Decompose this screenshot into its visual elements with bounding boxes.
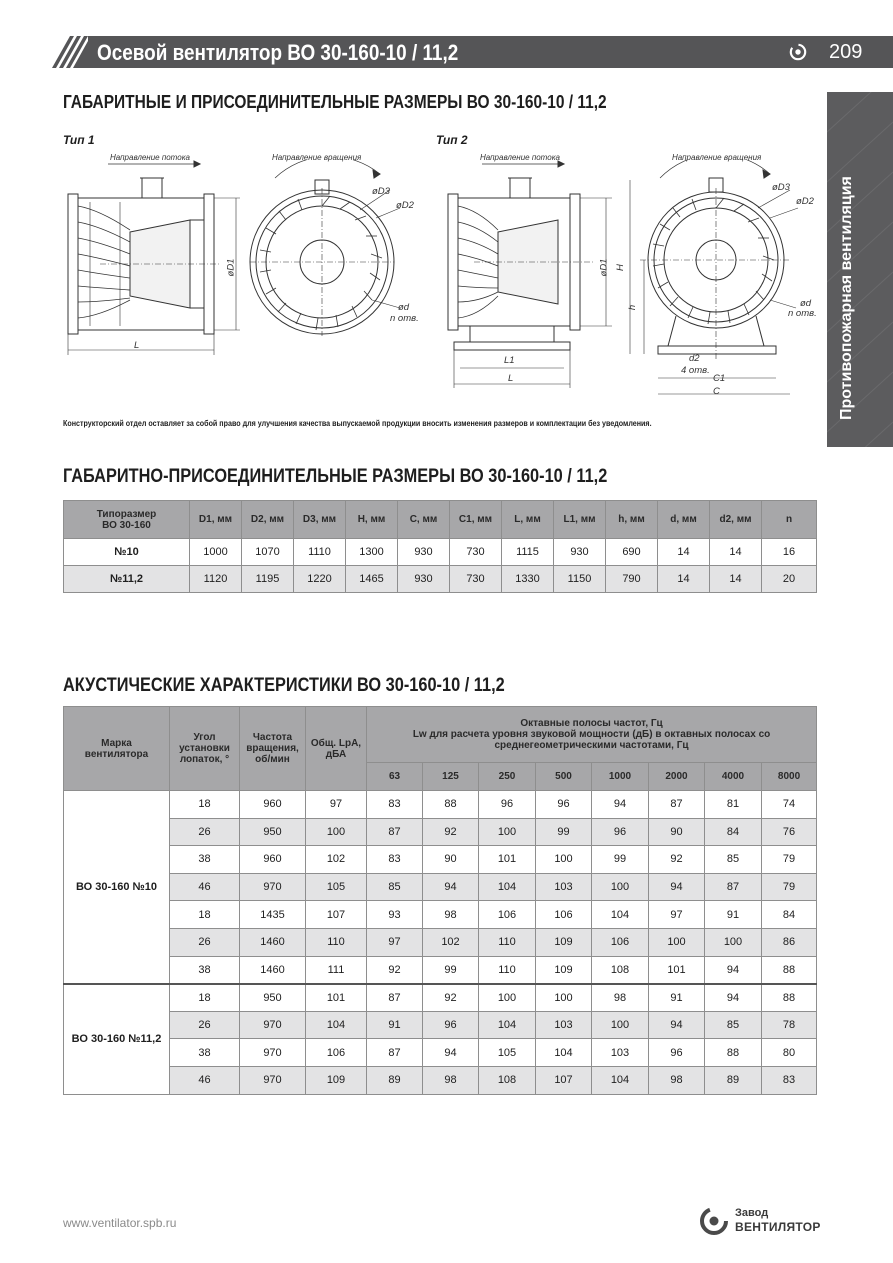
octave-header-line2: Lw для расчета уровня звуковой мощности (дБ) в октавных полосах со	[412, 729, 771, 740]
table-row	[64, 1066, 817, 1094]
table-row	[64, 873, 817, 901]
type1-dim-D1: øD1	[225, 258, 237, 277]
size-cell: №10	[64, 539, 190, 566]
table-cell: 104	[592, 1066, 649, 1094]
type2-rotation-direction-label: Направление вращения	[672, 153, 762, 162]
table-cell: 100	[592, 1011, 649, 1039]
table-cell: 930	[554, 539, 606, 566]
table-cell: 1115	[502, 539, 554, 566]
table-cell: 104	[536, 1039, 592, 1067]
table-cell: 104	[592, 901, 649, 929]
footer-brand-line2: ВЕНТИЛЯТОР	[735, 1220, 821, 1234]
type2-dim-D1: øD1	[598, 258, 610, 277]
table-cell: 105	[306, 873, 367, 901]
table-cell: 83	[762, 1066, 817, 1094]
header-stripes-decoration	[48, 36, 88, 68]
table-row	[64, 818, 817, 846]
table-cell: 89	[367, 1066, 423, 1094]
table-row	[64, 539, 817, 566]
table-cell: 104	[479, 873, 536, 901]
table-cell: 94	[705, 956, 762, 984]
table-cell: 26	[170, 928, 240, 956]
table-cell: 1150	[554, 566, 606, 593]
rpm-header-line1: Частота	[252, 732, 293, 743]
angle-header-line3: лопаток, °	[179, 754, 230, 765]
type2-flow-direction-label: Направление потока	[480, 153, 560, 162]
table-cell: 92	[423, 984, 479, 1012]
table-cell: 88	[423, 791, 479, 819]
type2-dim-H: H	[614, 264, 626, 271]
table-cell: 76	[762, 818, 817, 846]
table-cell: 92	[367, 956, 423, 984]
band-header: 8000	[762, 763, 817, 791]
band-header: 500	[536, 763, 592, 791]
type2-dim-D2: øD2	[796, 196, 814, 207]
table-cell: 80	[762, 1039, 817, 1067]
table-row	[64, 956, 817, 984]
table-header-cell: L1, мм	[554, 501, 606, 539]
table-cell: 110	[479, 956, 536, 984]
dimensions-table-header	[64, 501, 817, 539]
brand-swirl-icon	[789, 43, 807, 61]
table-cell: 78	[762, 1011, 817, 1039]
table-cell: 110	[306, 928, 367, 956]
type1-flow-direction-label: Направление потока	[110, 153, 190, 162]
table-cell: 87	[367, 1039, 423, 1067]
table-cell: 97	[306, 791, 367, 819]
table-cell: 94	[423, 873, 479, 901]
table-row	[64, 984, 817, 1012]
table-cell: 85	[705, 1011, 762, 1039]
table-cell: 91	[367, 1011, 423, 1039]
table-cell: 108	[479, 1066, 536, 1094]
table-header-cell: D3, мм	[294, 501, 346, 539]
table-cell: 1000	[190, 539, 242, 566]
model-header-line1: Марка	[101, 737, 132, 749]
table-cell: 950	[240, 984, 306, 1012]
table-row	[64, 901, 817, 929]
table-cell: 105	[479, 1039, 536, 1067]
table-cell: 100	[479, 984, 536, 1012]
table-cell: 100	[536, 984, 592, 1012]
table-cell: 85	[705, 846, 762, 874]
type1-dim-L: L	[134, 340, 140, 351]
table-cell: 970	[240, 1039, 306, 1067]
table-cell: 100	[306, 818, 367, 846]
table-cell: 104	[479, 1011, 536, 1039]
type1-dim-D3: øD3	[372, 186, 390, 197]
size-cell: №11,2	[64, 566, 190, 593]
table-cell: 79	[762, 873, 817, 901]
table-cell: 96	[592, 818, 649, 846]
table-cell: 96	[649, 1039, 705, 1067]
dimensions-table-title: ГАБАРИТНО-ПРИСОЕДИНИТЕЛЬНЫЕ РАЗМЕРЫ ВО 30-160-10 / 11,2	[63, 466, 608, 487]
table-cell: 87	[367, 984, 423, 1012]
table-cell: 1330	[502, 566, 554, 593]
table-row	[64, 791, 817, 819]
lpa-header-line1: Общ. LpA,	[310, 737, 362, 749]
table-cell: 38	[170, 956, 240, 984]
table-row	[64, 566, 817, 593]
table-cell: 730	[450, 539, 502, 566]
table-cell: 107	[306, 901, 367, 929]
table-cell: 92	[649, 846, 705, 874]
table-cell: 104	[306, 1011, 367, 1039]
band-header: 250	[479, 763, 536, 791]
dimensions-table	[63, 500, 817, 593]
size-header-line1: Типоразмер	[96, 508, 157, 520]
table-header-cell: d2, мм	[710, 501, 762, 539]
dimensions-section-title: ГАБАРИТНЫЕ И ПРИСОЕДИНИТЕЛЬНЫЕ РАЗМЕРЫ ВО 30-160-10 / 11,2	[63, 92, 607, 112]
table-cell: 930	[398, 539, 450, 566]
table-cell: 98	[423, 901, 479, 929]
table-cell: 100	[649, 928, 705, 956]
table-cell: 97	[649, 901, 705, 929]
table-cell: 970	[240, 1066, 306, 1094]
type2-dim-C1: C1	[713, 373, 726, 384]
fan-model-cell: ВО 30-160 №10	[64, 791, 170, 984]
table-cell: 16	[762, 539, 817, 566]
table-header-cell: h, мм	[606, 501, 658, 539]
table-cell: 106	[306, 1039, 367, 1067]
table-cell: 14	[658, 539, 710, 566]
table-cell: 99	[592, 846, 649, 874]
table-cell: 108	[592, 956, 649, 984]
footer-brand-line1: Завод	[735, 1207, 769, 1219]
octave-header-line1: Октавные полосы частот, Гц	[520, 718, 663, 729]
angle-header-line2: установки	[179, 743, 230, 754]
table-cell: 96	[536, 791, 592, 819]
table-cell: 970	[240, 1011, 306, 1039]
table-row	[64, 928, 817, 956]
table-cell: 103	[536, 873, 592, 901]
table-cell: 1070	[242, 539, 294, 566]
table-cell: 102	[423, 928, 479, 956]
type2-dim-d: ød	[800, 298, 812, 309]
rpm-header-line3: об/мин	[255, 754, 290, 765]
model-header-line2: вентилятора	[84, 748, 149, 760]
table-cell: 100	[479, 818, 536, 846]
band-header: 63	[367, 763, 423, 791]
table-cell: 101	[479, 846, 536, 874]
table-cell: 85	[367, 873, 423, 901]
table-cell: 109	[306, 1066, 367, 1094]
table-cell: 970	[240, 873, 306, 901]
footer-website-link[interactable]: www.ventilator.spb.ru	[63, 1216, 177, 1230]
table-cell: 88	[762, 956, 817, 984]
octave-header-line3: среднегеометрическими частотами, Гц	[494, 740, 689, 751]
table-cell: 94	[423, 1039, 479, 1067]
table-cell: 97	[367, 928, 423, 956]
table-cell: 103	[592, 1039, 649, 1067]
table-cell: 83	[367, 846, 423, 874]
design-change-notice: Конструкторский отдел оставляет за собой право для улучшения качества выпускаемой продукции вносить изменения размеров и комплектации без уведомления.	[63, 418, 652, 428]
table-header-cell: d, мм	[658, 501, 710, 539]
band-header: 4000	[705, 763, 762, 791]
table-cell: 94	[649, 873, 705, 901]
type2-dim-h: h	[627, 304, 639, 311]
table-cell: 1465	[346, 566, 398, 593]
table-cell: 1220	[294, 566, 346, 593]
table-cell: 14	[710, 539, 762, 566]
table-cell: 14	[710, 566, 762, 593]
table-cell: 111	[306, 956, 367, 984]
table-cell: 92	[423, 818, 479, 846]
table-cell: 950	[240, 818, 306, 846]
table-cell: 102	[306, 846, 367, 874]
table-cell: 87	[367, 818, 423, 846]
type2-dim-D3: øD3	[772, 182, 790, 193]
table-cell: 100	[705, 928, 762, 956]
table-cell: 960	[240, 791, 306, 819]
lpa-header	[306, 707, 367, 791]
acoustic-table-header-row1	[64, 707, 817, 763]
table-cell: 26	[170, 1011, 240, 1039]
table-cell: 90	[423, 846, 479, 874]
table-cell: 96	[479, 791, 536, 819]
table-header-cell: C, мм	[398, 501, 450, 539]
table-cell: 930	[398, 566, 450, 593]
table-cell: 81	[705, 791, 762, 819]
table-cell: 46	[170, 1066, 240, 1094]
table-cell: 90	[649, 818, 705, 846]
table-cell: 96	[423, 1011, 479, 1039]
type1-rotation-direction-label: Направление вращения	[272, 153, 362, 162]
table-header-cell: D1, мм	[190, 501, 242, 539]
table-cell: 87	[705, 873, 762, 901]
table-cell: 91	[649, 984, 705, 1012]
table-cell: 101	[306, 984, 367, 1012]
type2-dim-C: C	[713, 386, 720, 397]
table-cell: 106	[536, 901, 592, 929]
type2-dim-L: L	[508, 373, 514, 384]
type1-dim-d: ød	[398, 302, 410, 313]
table-header-cell: D2, мм	[242, 501, 294, 539]
type2-dim-d2: d2	[689, 353, 700, 364]
rpm-header	[240, 707, 306, 791]
table-header-cell: L, мм	[502, 501, 554, 539]
table-cell: 38	[170, 1039, 240, 1067]
table-cell: 94	[649, 1011, 705, 1039]
table-cell: 93	[367, 901, 423, 929]
type2-label: Тип 2	[436, 133, 468, 147]
page-title: Осевой вентилятор ВО 30-160-10 / 11,2	[97, 40, 459, 65]
type2-front-view-drawing	[620, 160, 820, 400]
table-cell: 46	[170, 873, 240, 901]
table-cell: 79	[762, 846, 817, 874]
table-cell: 99	[536, 818, 592, 846]
acoustic-section-title: АКУСТИЧЕСКИЕ ХАРАКТЕРИСТИКИ ВО 30-160-10 / 11,2	[63, 675, 505, 696]
table-header-cell	[64, 501, 190, 539]
page-number: 209	[829, 41, 863, 63]
table-cell: 730	[450, 566, 502, 593]
table-cell: 98	[423, 1066, 479, 1094]
lpa-header-line2: дБА	[325, 748, 347, 760]
type1-label: Тип 1	[63, 133, 95, 147]
table-row	[64, 1011, 817, 1039]
type2-dim-4-holes: 4 отв.	[681, 365, 710, 376]
table-row	[64, 1039, 817, 1067]
table-cell: 99	[423, 956, 479, 984]
table-cell: 1120	[190, 566, 242, 593]
table-cell: 84	[705, 818, 762, 846]
type1-dim-D2: øD2	[396, 200, 414, 211]
side-tab-hatch	[827, 92, 893, 447]
table-cell: 100	[592, 873, 649, 901]
band-header: 1000	[592, 763, 649, 791]
table-cell: 83	[367, 791, 423, 819]
table-cell: 87	[649, 791, 705, 819]
table-cell: 18	[170, 791, 240, 819]
table-cell: 94	[592, 791, 649, 819]
brand-logo-icon	[699, 1206, 729, 1236]
table-cell: 106	[592, 928, 649, 956]
octave-header	[367, 707, 817, 763]
table-cell: 1195	[242, 566, 294, 593]
table-cell: 91	[705, 901, 762, 929]
band-header: 2000	[649, 763, 705, 791]
side-category-label: Противопожарная вентиляция	[838, 176, 855, 420]
table-cell: 98	[649, 1066, 705, 1094]
table-cell: 107	[536, 1066, 592, 1094]
table-cell: 790	[606, 566, 658, 593]
table-cell: 1460	[240, 956, 306, 984]
table-cell: 109	[536, 956, 592, 984]
table-cell: 1110	[294, 539, 346, 566]
table-cell: 101	[649, 956, 705, 984]
table-cell: 88	[762, 984, 817, 1012]
table-cell: 1435	[240, 901, 306, 929]
table-cell: 88	[705, 1039, 762, 1067]
band-header: 125	[423, 763, 479, 791]
table-cell: 74	[762, 791, 817, 819]
table-cell: 18	[170, 984, 240, 1012]
table-cell: 109	[536, 928, 592, 956]
table-cell: 1460	[240, 928, 306, 956]
table-cell: 100	[536, 846, 592, 874]
table-header-cell: H, мм	[346, 501, 398, 539]
rpm-header-line2: вращения,	[246, 743, 299, 754]
table-cell: 98	[592, 984, 649, 1012]
angle-header	[170, 707, 240, 791]
acoustic-table	[63, 706, 817, 1095]
table-header-cell: C1, мм	[450, 501, 502, 539]
table-cell: 14	[658, 566, 710, 593]
table-cell: 960	[240, 846, 306, 874]
table-cell: 89	[705, 1066, 762, 1094]
table-cell: 26	[170, 818, 240, 846]
angle-header-line1: Угол	[193, 732, 216, 743]
side-category-tab	[827, 92, 893, 447]
table-cell: 18	[170, 901, 240, 929]
type1-dim-n: n отв.	[390, 313, 419, 324]
table-cell: 690	[606, 539, 658, 566]
table-cell: 38	[170, 846, 240, 874]
table-row	[64, 846, 817, 874]
fan-model-cell: ВО 30-160 №11,2	[64, 984, 170, 1094]
model-header	[64, 707, 170, 791]
table-cell: 103	[536, 1011, 592, 1039]
table-header-cell: n	[762, 501, 817, 539]
size-header-line2: ВО 30-160	[102, 519, 151, 531]
table-cell: 20	[762, 566, 817, 593]
type1-side-view-drawing	[60, 150, 245, 360]
table-cell: 86	[762, 928, 817, 956]
table-cell: 84	[762, 901, 817, 929]
table-cell: 106	[479, 901, 536, 929]
table-cell: 110	[479, 928, 536, 956]
table-cell: 94	[705, 984, 762, 1012]
table-cell: 1300	[346, 539, 398, 566]
type2-dim-n: n отв.	[788, 308, 817, 319]
type2-dim-L1: L1	[504, 355, 515, 366]
